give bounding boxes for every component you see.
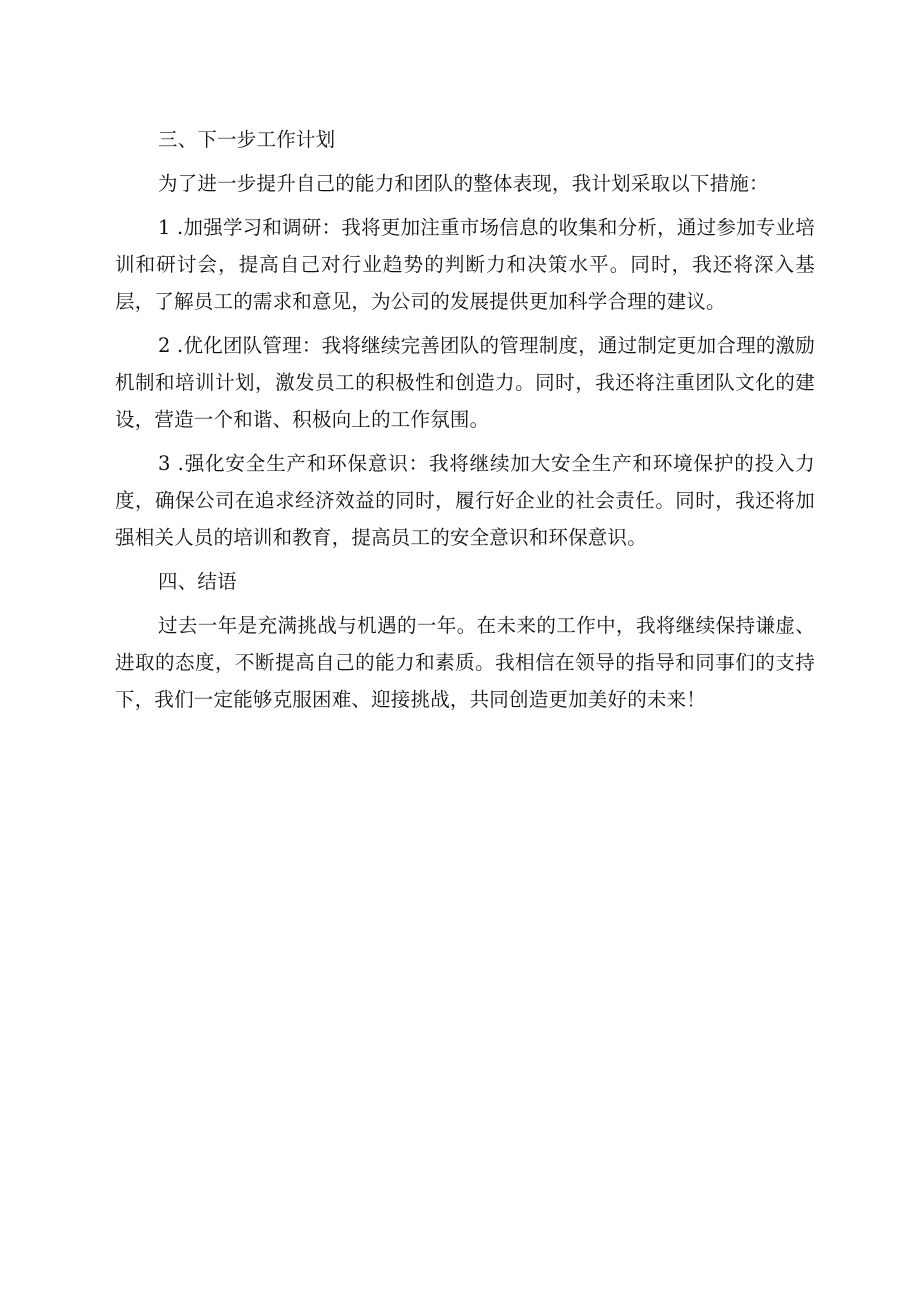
plan-intro-paragraph: 为了进一步提升自己的能力和团队的整体表现，我计划采取以下措施： [158, 172, 769, 195]
section-heading-next-plan: 三、下一步工作计划 [158, 128, 336, 151]
plan-item-3-paragraph: 3 .强化安全生产和环保意识：我将继续加大安全生产和环境保护的投入力度，确保公司在追求经济效益的同时，履行好企业的社会责任。同时，我还将加强相关人员的培训和教育，提高员工的安全意识和环保意识。 [115, 452, 815, 549]
conclusion-paragraph: 过去一年是充满挑战与机遇的一年。在未来的工作中，我将继续保持谦虚、进取的态度，不断提高自己的能力和素质。我相信在领导的指导和同事们的支持下，我们一定能够克服困难、迎接挑战，共同创造更加美好的未来！ [115, 614, 815, 711]
plan-item-1-paragraph: 1 .加强学习和调研：我将更加注重市场信息的收集和分析，通过参加专业培训和研讨会，提高自己对行业趋势的判断力和决策水平。同时，我还将深入基层，了解员工的需求和意见，为公司的发展提供更加科学合理的建议。 [115, 216, 815, 313]
plan-item-2-paragraph: 2 .优化团队管理：我将继续完善团队的管理制度，通过制定更加合理的激励机制和培训计划，激发员工的积极性和创造力。同时，我还将注重团队文化的建设，营造一个和谐、积极向上的工作氛围。 [115, 334, 815, 431]
document-body [115, 121, 815, 718]
section-heading-conclusion: 四、结语 [158, 570, 237, 593]
